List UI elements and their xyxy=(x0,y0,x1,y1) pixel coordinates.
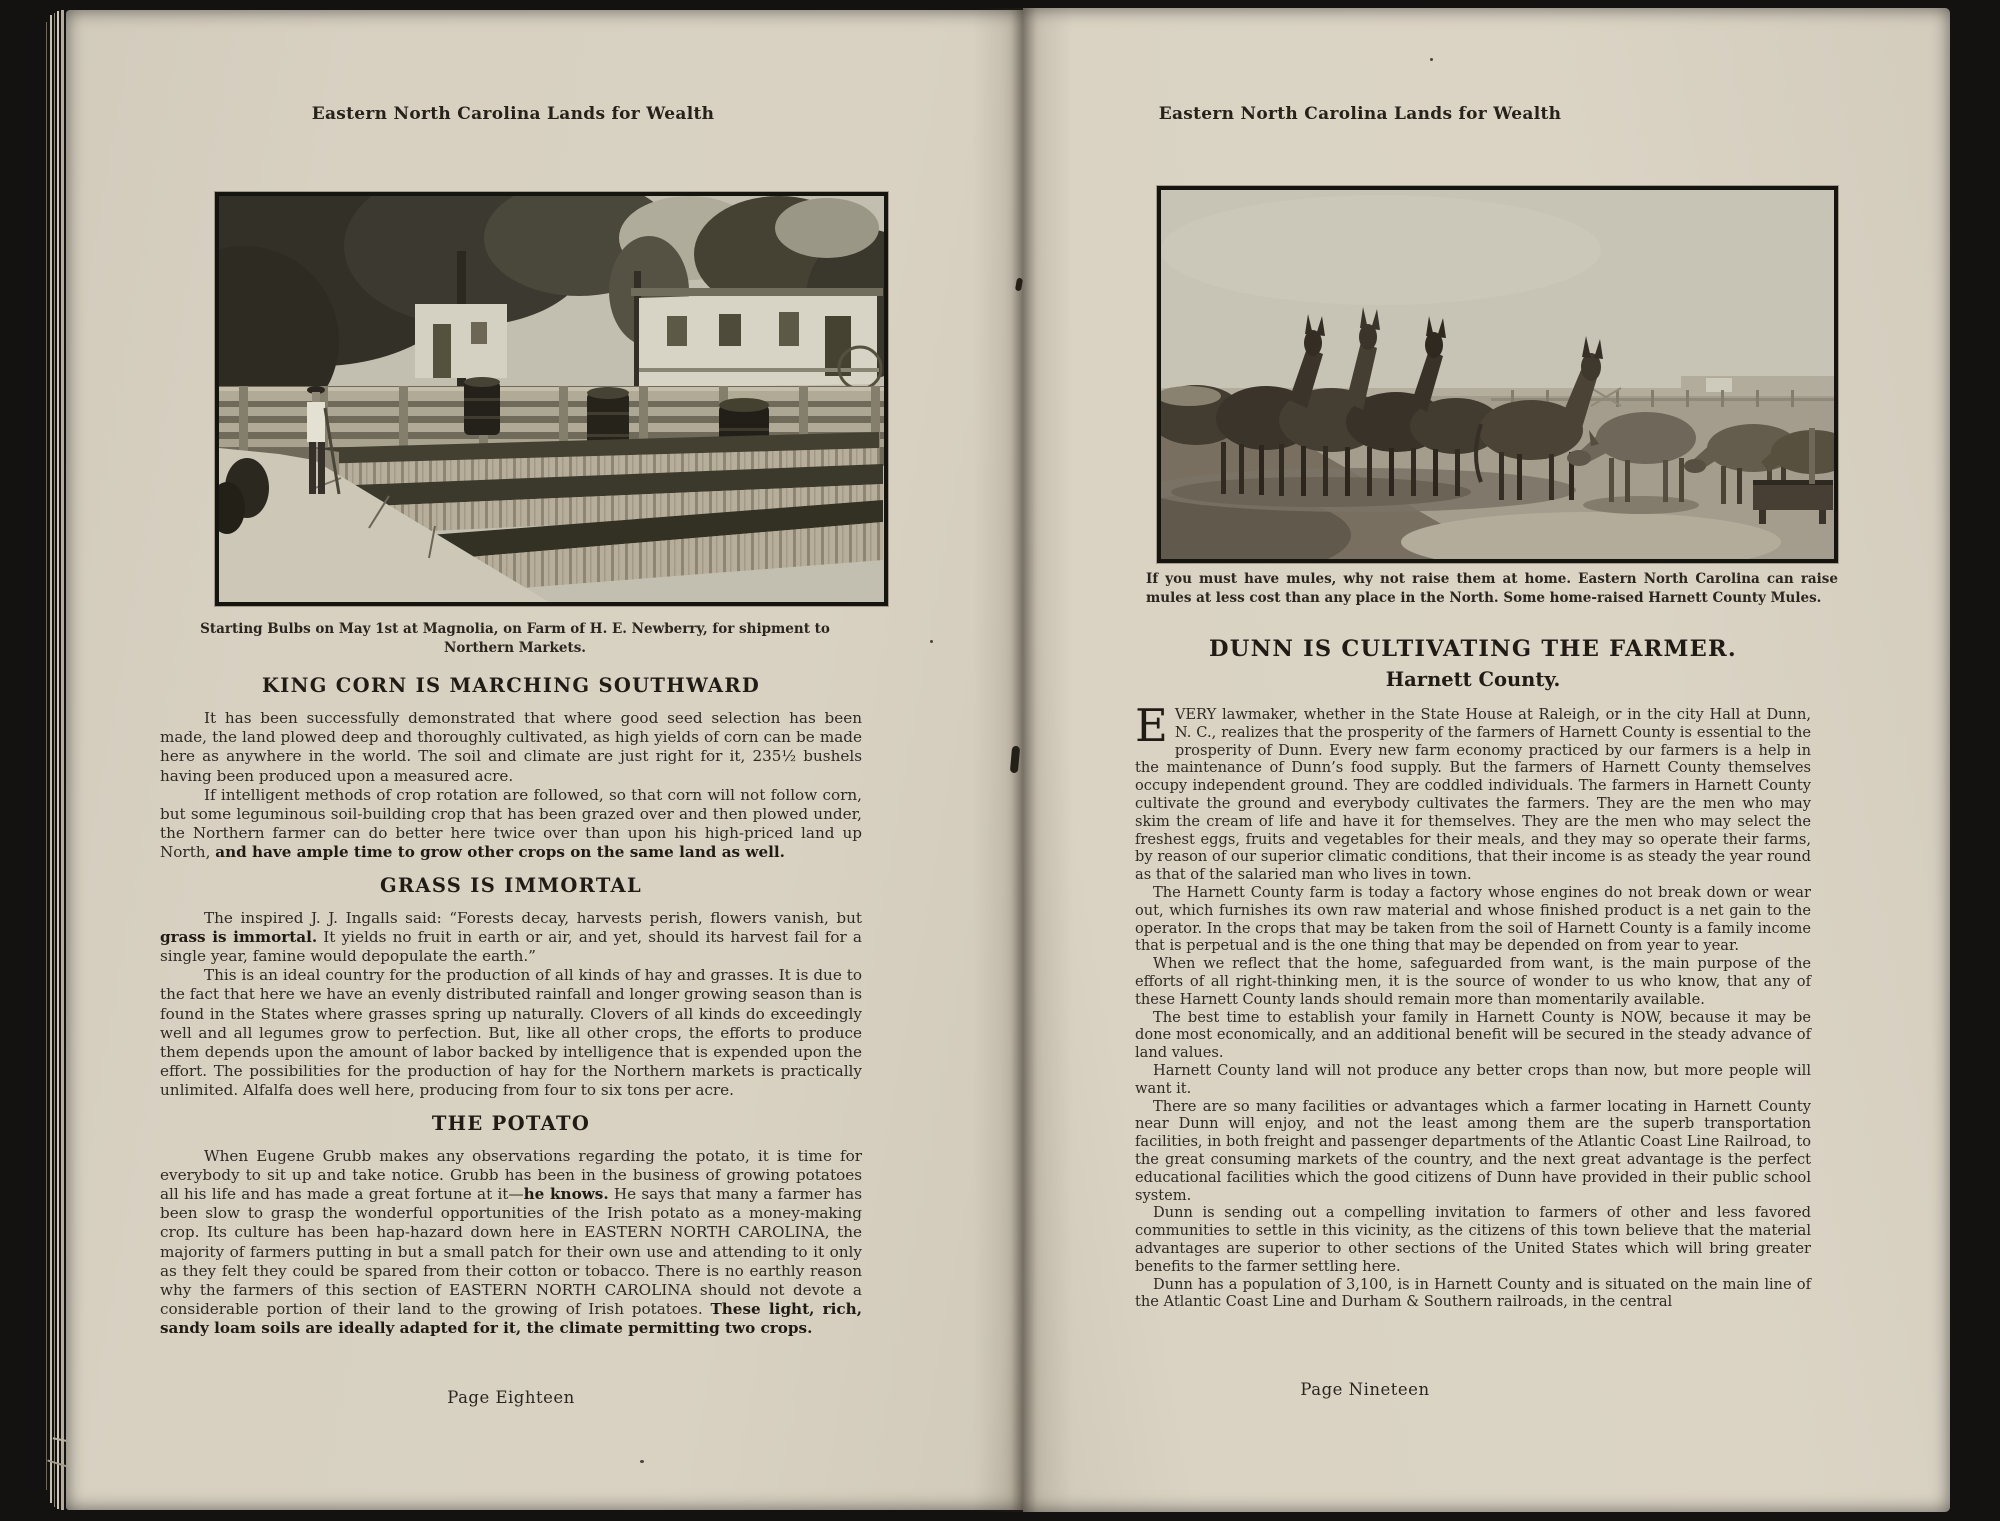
paragraph-text: It yields no fruit in earth or air, and yet, should its harvest fail for a single year, famine would depopulate the earth.” xyxy=(160,927,862,966)
paragraph xyxy=(1135,699,1811,884)
section-heading-grass: GRASS IS IMMORTAL xyxy=(379,873,643,897)
paragraph xyxy=(1135,955,1811,1008)
paragraph-text: He says that many a farmer has been slow to grasp the wonderful opportunities of the Irish potato as a money-making crop. Its culture has been hap-hazard down here in EASTERN NORTH CAROLINA, the majority of farmers putting in but a small patch for their own use and attending to it only as they felt they could be spared from their cotton or tobacco. There is no earthly reason why the farmers of this section of EASTERN NORTH CAROLINA should not devote a considerable portion of their land to the growing of Irish potatoes. xyxy=(160,1185,862,1319)
page-edge xyxy=(46,22,47,1490)
paragraph xyxy=(160,909,862,967)
paragraph-text: The inspired J. J. Ingalls said: “Forests decay, harvests perish, flowers vanish, but xyxy=(204,908,862,927)
paragraph-text: Harnett County land will not produce any better crops than now, but more people will want it. xyxy=(1135,1061,1811,1097)
page-edge xyxy=(50,15,52,1503)
running-head-left: Eastern North Carolina Lands for Wealth xyxy=(311,104,715,124)
mules-illustration xyxy=(1161,190,1834,559)
page-edge xyxy=(61,10,64,1510)
section-heading-king-corn: KING CORN IS MARCHING SOUTHWARD xyxy=(261,674,761,697)
paragraph-text: It has been successfully demonstrated that where good seed selection has been made, the land plowed deep and thoroughly cultivated, as high yields of corn can be made here as anywhere in the world. The soil and climate are just right for it, 235½ bushels having been produced upon a measured acre. xyxy=(160,709,862,785)
drop-cap: E xyxy=(1135,699,1168,752)
bold-text: and have ample time to grow other crops on the same land as well. xyxy=(215,843,785,862)
bulb-farm-photo xyxy=(215,192,888,606)
paragraph-text: Dunn is sending out a compelling invitation to farmers of other and less favored communities to settle in this vicinity, as the citizens of this town believe that the material advantages are superior to other sections of the United States which will bring greater benefits to the farmer settling here. xyxy=(1135,1204,1811,1275)
paragraph-text: Dunn has a population of 3,100, is in Harnett County and is situated on the main line of the Atlantic Coast Line and Durham & Southern railroads, in the central xyxy=(1135,1275,1811,1311)
left-page-text-column xyxy=(160,674,862,1339)
right-page-text-column xyxy=(1135,699,1811,1311)
paragraph xyxy=(1135,1009,1811,1062)
scan-speck xyxy=(930,640,933,643)
paragraph xyxy=(160,1147,862,1339)
paragraph xyxy=(1135,1276,1811,1312)
section-heading-potato: THE POTATO xyxy=(431,1111,591,1135)
paragraph xyxy=(1135,1098,1811,1205)
paragraph xyxy=(160,786,862,863)
bold-text: These light, rich, sandy loam soils are ideally adapted for it, the climate permitting two crops. xyxy=(160,1300,862,1338)
paragraph xyxy=(160,966,862,1100)
running-head-right: Eastern North Carolina Lands for Wealth xyxy=(1158,104,1562,124)
mules-photo-caption: If you must have mules, why not raise them at home. Eastern North Carolina can raise mules at less cost than any place in the North. Some home-raised Harnett County Mules. xyxy=(1146,571,1838,606)
paragraph-text: When we reflect that the home, safeguarded from want, is the main purpose of the efforts of all right-thinking men, it is the source of wonder to us who know, that any of these Harnett County lands should remain more than momentarily available. xyxy=(1135,955,1811,1008)
bold-text: grass is immortal. xyxy=(160,927,318,946)
scan-speck xyxy=(1430,58,1433,61)
paragraph-text: This is an ideal country for the production of all kinds of hay and grasses. It is due to the fact that here we have an evenly distributed rainfall and longer growing season than is found in the States where grasses spring up naturally. Clovers of all kinds do exceedingly well and all legumes grow to perfection. But, like all other crops, the efforts to produce them depends upon the amount of labor backed by intelligence that is expended upon the effort. The possibilities for the production of hay for the Northern markets is practically unlimited. Alfalfa does well here, producing from four to six tons per acre. xyxy=(160,966,862,1100)
paragraph-text: The best time to establish your family in Harnett County is NOW, because it may be done most economically, and an additional benefit will be secured in the steady advance of land values. xyxy=(1135,1008,1811,1062)
page-edge xyxy=(57,11,59,1509)
article-subheading: Harnett County. xyxy=(1385,668,1561,691)
paragraph-text: When Eugene Grubb makes any observations regarding the potato, it is time for everybody to sit up and take notice. Grubb has been in the business of growing potatoes all his life and has made a great fortune at it— xyxy=(160,1146,862,1204)
paragraph xyxy=(160,709,862,786)
paragraph-text: The Harnett County farm is today a factory whose engines do not break down or wear out, which furnishes its own raw material and whose finished product is a net gain to the operator. In the crops that may be taken from the soil of Harnett County is a family income that is perpetual and is the one thing that may be depended on from year to year. xyxy=(1135,883,1811,955)
paragraph xyxy=(1135,1204,1811,1275)
bulb-farm-illustration xyxy=(219,196,884,602)
article-heading: DUNN IS CULTIVATING THE FARMER. xyxy=(1209,636,1737,662)
page-number-right: Page Nineteen xyxy=(1300,1380,1430,1399)
page-number-left: Page Eighteen xyxy=(447,1388,575,1407)
scan-speck xyxy=(640,1460,644,1463)
mules-photo xyxy=(1157,186,1838,563)
page-edge xyxy=(54,13,55,1507)
bulb-photo-caption: Starting Bulbs on May 1st at Magnolia, on Farm of H. E. Newberry, for shipment to Northern Markets. xyxy=(200,621,830,656)
paragraph-text: VERY lawmaker, whether in the State House at Raleigh, or in the city Hall at Dunn, N. C., realizes that the prosperity of the farmers of Harnett County is essential to the prosperity of Dunn. Every new farm economy practiced by our farmers is a help in the maintenance of Dunn’s food supply. But the farmers of Harnett County themselves occupy independent ground. They are coddled individuals. The farmers in Harnett County cultivate the ground and everybody cultivates the farmers. They are the men who may skim the cream of life and have it for themselves. They are the men who may select the freshest eggs, fruits and vegetables for their meals, and they may so operate their farms, by reason of our superior climatic conditions, that their income is as steady the year round as that of the salaried man who lives in town. xyxy=(1135,706,1811,884)
paragraph xyxy=(1135,1062,1811,1098)
paragraph-text: There are so many facilities or advantages which a farmer locating in Harnett County near Dunn will enjoy, and not the least among them are the superb transportation facilities, in both freight and passenger departments of the Atlantic Coast Line Railroad, to the great consuming markets of the country, and the next great advantage is the perfect educational facilities which the good citizens of Dunn have provided in their public school system. xyxy=(1135,1097,1811,1204)
paragraph xyxy=(1135,884,1811,955)
paragraph-text: If intelligent methods of crop rotation are followed, so that corn will not follow corn, but some leguminous soil-building crop that has been grazed over and then plowed under, the Northern farmer can do better here twice over than upon his high-priced land up North, xyxy=(160,785,862,862)
bold-text: he knows. xyxy=(523,1185,609,1204)
